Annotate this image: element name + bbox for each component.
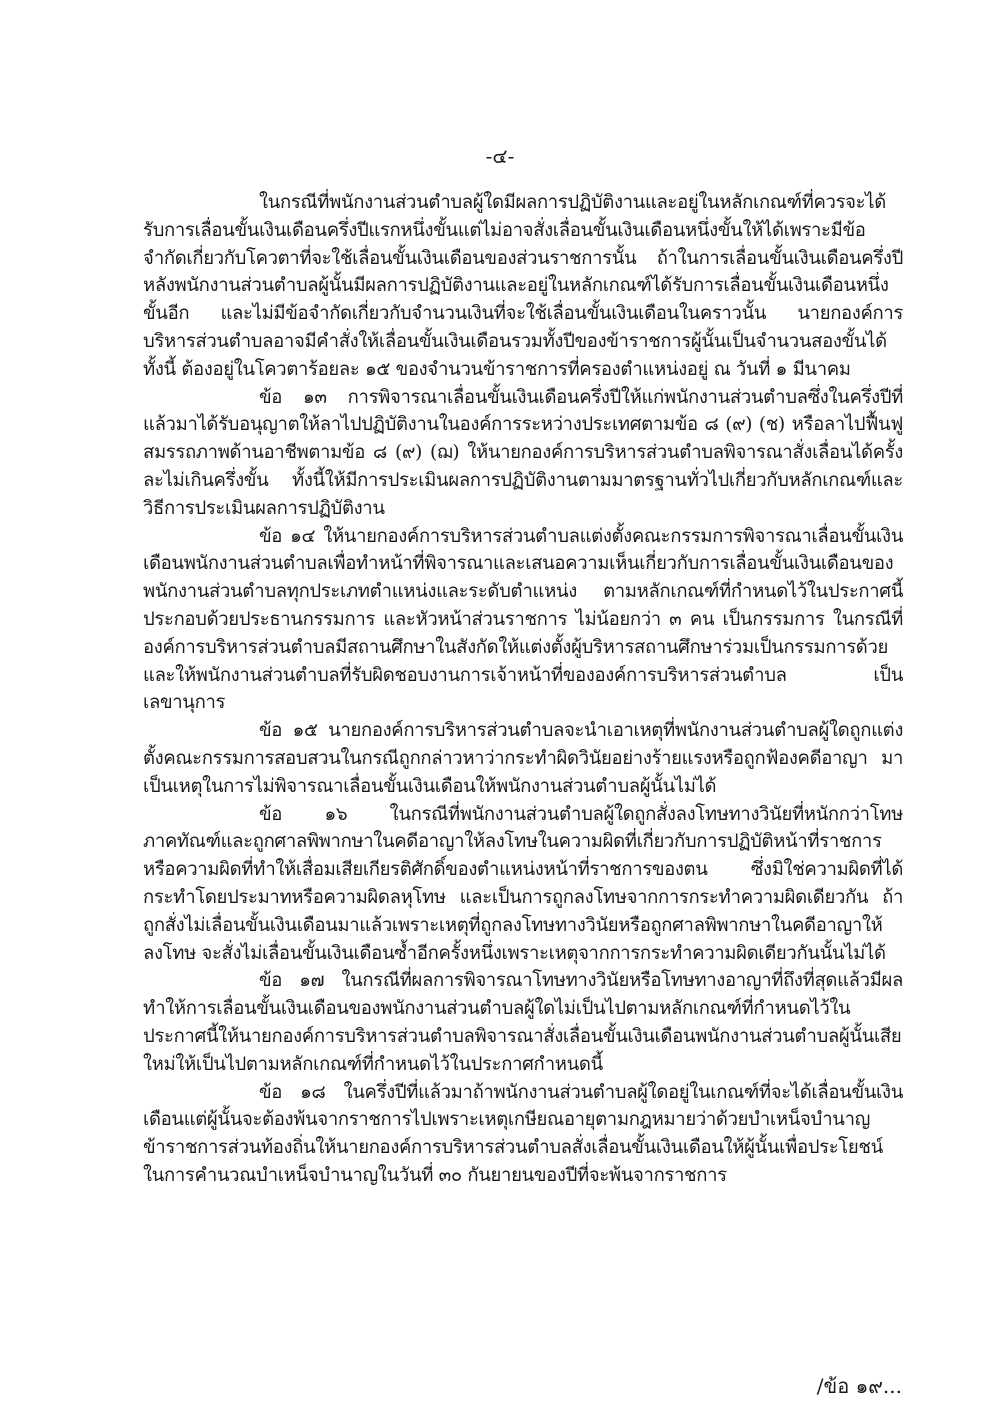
paragraph-clause-15: ข้อ ๑๕ นายกองค์การบริหารส่วนตำบลจะนำเอาเหตุที่พนักงานส่วนตำบลผู้ใดถูกแต่งตั้งคณะกรรมการสอบสวนในกรณีถูกกล่าวหาว่ากระทำผิดวินัยอย่างร้ายแรงหรือถูกฟ้องคดีอาญา มาเป็นเหตุในการไม่พิจารณาเลื่อนขั้นเงินเดือนให้พนักงานส่วนตำบลผู้นั้นไม่ได้ xyxy=(143,720,903,797)
paragraph-clause-12-continued: ในกรณีที่พนักงานส่วนตำบลผู้ใดมีผลการปฏิบัติงานและอยู่ในหลักเกณฑ์ที่ควรจะได้รับการเลื่อนขั้นเงินเดือนครึ่งปีแรกหนึ่งขั้นแต่ไม่อาจสั่งเลื่อนขั้นเงินเดือนหนึ่งขั้นให้ได้เพราะมีข้อจำกัดเกี่ยวกับโควตาที่จะใช้เลื่อนขั้นเงินเดือนของส่วนราชการนั้น ถ้าในการเลื่อนขั้นเงินเดือนครึ่งปีหลังพนักงานส่วนตำบลผู้นั้นมีผลการปฏิบัติงานและอยู่ในหลักเกณฑ์ได้รับการเลื่อนขั้นเงินเดือนหนึ่งขั้นอีก และไม่มีข้อจำกัดเกี่ยวกับจำนวนเงินที่จะใช้เลื่อนขั้นเงินเดือนในคราวนั้น นายกองค์การบริหารส่วนตำบลอาจมีคำสั่งให้เลื่อนขั้นเงินเดือนรวมทั้งปีของข้าราชการผู้นั้นเป็นจำนวนสองขั้นได้ ทั้งนี้ ต้องอยู่ในโควตาร้อยละ ๑๕ ของจำนวนข้าราชการที่ครองตำแหน่งอยู่ ณ วันที่ ๑ มีนาคม xyxy=(143,192,903,380)
paragraph-clause-13: ข้อ ๑๓ การพิจารณาเลื่อนขั้นเงินเดือนครึ่งปีให้แก่พนักงานส่วนตำบลซึ่งในครึ่งปีที่แล้วมาได้รับอนุญาตให้ลาไปปฏิบัติงานในองค์การระหว่างประเทศตามข้อ ๘ (๙) (ช) หรือลาไปฟื้นฟูสมรรถภาพด้านอาชีพตามข้อ ๘ (๙) (ฌ) ให้นายกองค์การบริหารส่วนตำบลพิจารณาสั่งเลื่อนได้ครั้งละไม่เกินครึ่งขั้น ทั้งนี้ให้มีการประเมินผลการปฏิบัติงานตามมาตรฐานทั่วไปเกี่ยวกับหลักเกณฑ์และวิธีการประเมินผลการปฏิบัติงาน xyxy=(143,386,903,519)
paragraph-clause-18: ข้อ ๑๘ ในครึ่งปีที่แล้วมาถ้าพนักงานส่วนตำบลผู้ใดอยู่ในเกณฑ์ที่จะได้เลื่อนขั้นเงินเดือนแต่ผู้นั้นจะต้องพ้นจากราชการไปเพราะเหตุเกษียณอายุตามกฎหมายว่าด้วยบำเหน็จบำนาญข้าราชการส่วนท้องถิ่นให้นายกองค์การบริหารส่วนตำบลสั่งเลื่อนขั้นเงินเดือนให้ผู้นั้นเพื่อประโยชน์ในการคำนวณบำเหน็จบำนาญในวันที่ ๓๐ กันยายนของปีที่จะพ้นจากราชการ xyxy=(143,1081,903,1186)
paragraph-clause-14: ข้อ ๑๔ ให้นายกองค์การบริหารส่วนตำบลแต่งตั้งคณะกรรมการพิจารณาเลื่อนขั้นเงินเดือนพนักงานส่วนตำบลเพื่อทำหน้าที่พิจารณาและเสนอความเห็นเกี่ยวกับการเลื่อนขั้นเงินเดือนของพนักงานส่วนตำบลทุกประเภทตำแหน่งและระดับตำแหน่ง ตามหลักเกณฑ์ที่กำหนดไว้ในประกาศนี้ ประกอบด้วยประธานกรรมการ และหัวหน้าส่วนราชการ ไม่น้อยกว่า ๓ คน เป็นกรรมการ ในกรณีที่องค์การบริหารส่วนตำบลมีสถานศึกษาในสังกัดให้แต่งตั้งผู้บริหารสถานศึกษาร่วมเป็นกรรมการด้วย และให้พนักงานส่วนตำบลที่รับผิดชอบงานการเจ้าหน้าที่ขององค์การบริหารส่วนตำบล เป็นเลขานุการ xyxy=(143,525,903,714)
paragraph-clause-16: ข้อ ๑๖ ในกรณีที่พนักงานส่วนตำบลผู้ใดถูกสั่งลงโทษทางวินัยที่หนักกว่าโทษภาคทัณฑ์และถูกศาลพิพากษาในคดีอาญาให้ลงโทษในความผิดที่เกี่ยวกับการปฏิบัติหน้าที่ราชการหรือความผิดที่ทำให้เสื่อมเสียเกียรติศักดิ์ของตำแหน่งหน้าที่ราชการของตน ซึ่งมิใช่ความผิดที่ได้กระทำโดยประมาทหรือความผิดลหุโทษ และเป็นการถูกลงโทษจากการกระทำความผิดเดียวกัน ถ้าถูกสั่งไม่เลื่อนขั้นเงินเดือนมาแล้วเพราะเหตุที่ถูกลงโทษทางวินัยหรือถูกศาลพิพากษาในคดีอาญาให้ลงโทษ จะสั่งไม่เลื่อนขั้นเงินเดือนซ้ำอีกครั้งหนึ่งเพราะเหตุจากการกระทำความผิดเดียวกันนั้นไม่ได้ xyxy=(143,803,903,964)
paragraph-clause-17: ข้อ ๑๗ ในกรณีที่ผลการพิจารณาโทษทางวินัยหรือโทษทางอาญาที่ถึงที่สุดแล้วมีผลทำให้การเลื่อนขั้นเงินเดือนของพนักงานส่วนตำบลผู้ใดไม่เป็นไปตามหลักเกณฑ์ที่กำหนดไว้ในประกาศนี้ให้นายกองค์การบริหารส่วนตำบลพิจารณาสั่งเลื่อนขั้นเงินเดือนพนักงานส่วนตำบลผู้นั้นเสียใหม่ให้เป็นไปตามหลักเกณฑ์ที่กำหนดไว้ในประกาศกำหนดนี้ xyxy=(143,970,903,1075)
page-number: -๔- xyxy=(485,144,515,168)
continuation-marker: /ข้อ ๑๙... xyxy=(816,1374,902,1398)
document-body xyxy=(143,189,903,1190)
